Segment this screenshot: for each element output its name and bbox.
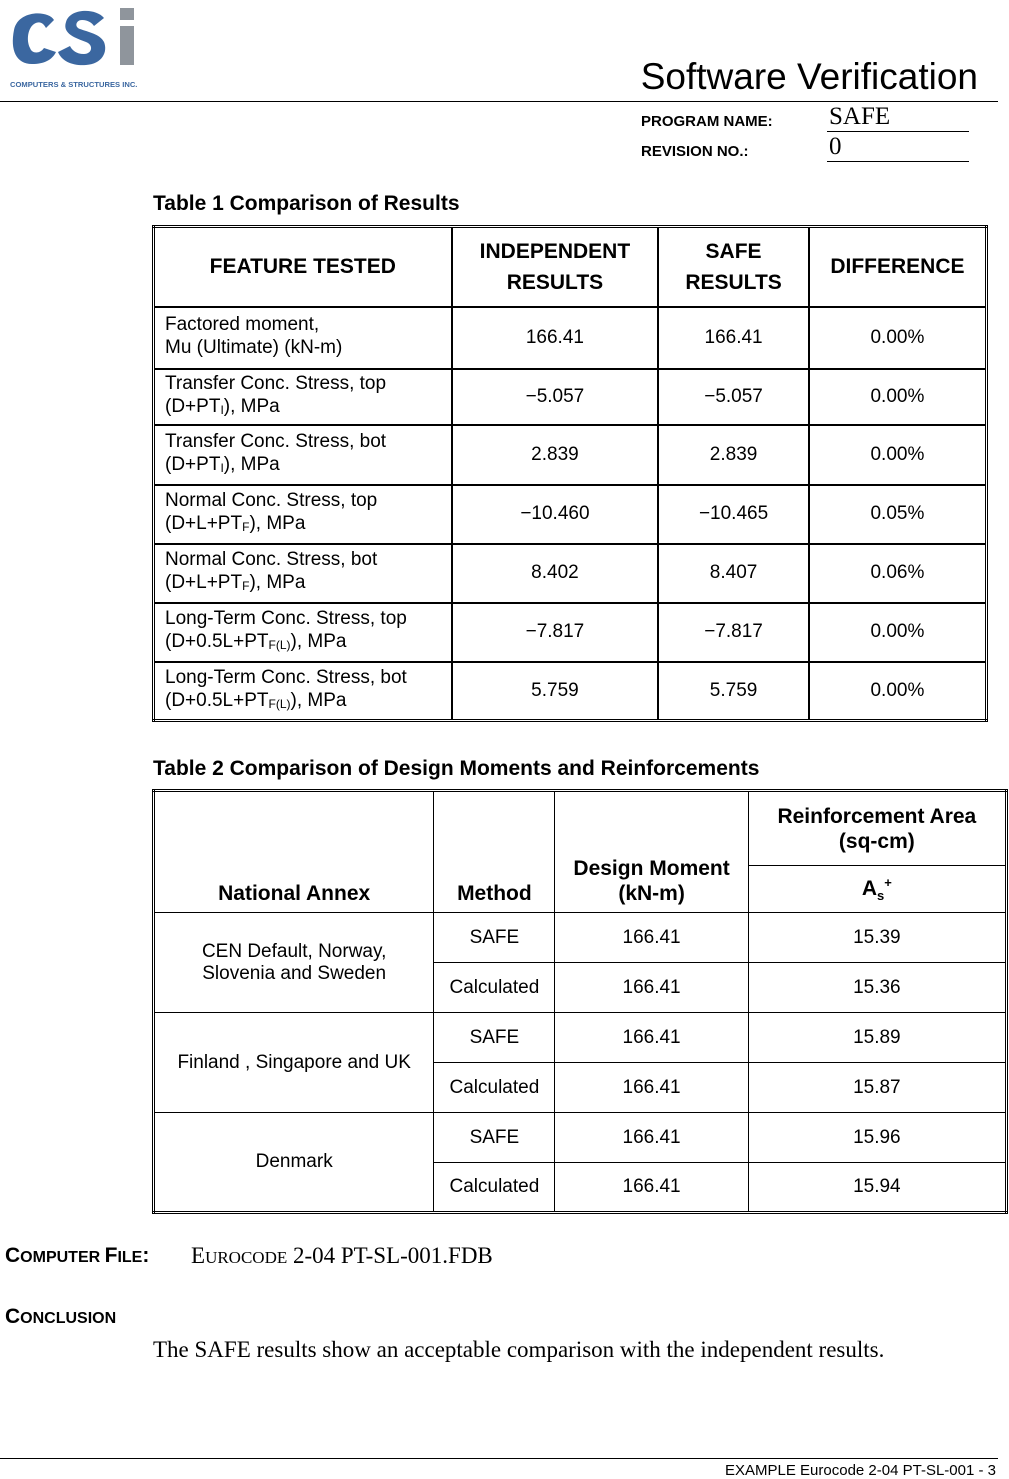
independent-value: −10.460 — [452, 485, 659, 544]
revision-value: 0 — [827, 133, 969, 162]
safe-value: −7.817 — [658, 603, 809, 662]
revision-label: REVISION NO.: — [641, 143, 749, 160]
safe-value: 166.41 — [658, 307, 809, 369]
computer-file-label: COMPUTER FILE: — [5, 1244, 150, 1267]
footer-divider — [0, 1458, 998, 1459]
national-annex-cell: Denmark — [154, 1113, 434, 1213]
method-cell: Calculated — [434, 1163, 555, 1213]
safe-value: −5.057 — [658, 369, 809, 425]
method-cell: SAFE — [434, 1113, 555, 1163]
table-row — [154, 369, 987, 425]
feature-cell: Normal Conc. Stress, bot $(D+L+PT_F)$, MPa — [154, 544, 452, 603]
computer-file-value: EUROCODE 2-04 PT-SL-001.FDB — [191, 1243, 493, 1268]
page-title: Software Verification — [640, 56, 978, 97]
header-safe-results: SAFE RESULTS — [658, 227, 809, 307]
header-difference: DIFFERENCE — [809, 227, 987, 307]
design-moment-cell: 166.41 — [555, 1163, 748, 1213]
table-row — [154, 913, 1007, 963]
header-reinforcement-area: Reinforcement Area (sq-cm) — [748, 791, 1006, 866]
table-row — [154, 662, 987, 721]
difference-value: 0.05% — [809, 485, 987, 544]
header-national-annex: National Annex — [154, 791, 434, 913]
method-cell: SAFE — [434, 1013, 555, 1063]
table-row — [154, 1013, 1007, 1063]
feature-cell: Transfer Conc. Stress, top $(D+PT_I)$, MPa — [154, 369, 452, 425]
table1-caption: Table 1 Comparison of Results — [153, 192, 460, 215]
reinforcement-area-cell: 15.89 — [748, 1013, 1006, 1063]
method-cell: SAFE — [434, 913, 555, 963]
header-feature-tested: FEATURE TESTED — [154, 227, 452, 307]
footer-page-label: EXAMPLE Eurocode 2-04 PT-SL-001 - 3 — [725, 1462, 996, 1479]
national-annex-cell: CEN Default, Norway, Slovenia and Sweden — [154, 913, 434, 1013]
method-cell: Calculated — [434, 963, 555, 1013]
reinforcement-area-cell: 15.96 — [748, 1113, 1006, 1163]
design-moment-cell: 166.41 — [555, 1013, 748, 1063]
table2-caption: Table 2 Comparison of Design Moments and Reinforcements — [153, 757, 760, 780]
reinforcement-area-cell: 15.36 — [748, 963, 1006, 1013]
difference-value: 0.06% — [809, 544, 987, 603]
difference-value: 0.00% — [809, 369, 987, 425]
header-independent-results: INDEPENDENT RESULTS — [452, 227, 659, 307]
design-moment-cell: 166.41 — [555, 1063, 748, 1113]
independent-value: 166.41 — [452, 307, 659, 369]
difference-value: 0.00% — [809, 425, 987, 485]
logo-caption: COMPUTERS & STRUCTURES INC. — [10, 80, 138, 89]
table-row — [154, 425, 987, 485]
feature-cell: Transfer Conc. Stress, bot $(D+PT_I)$, MPa — [154, 425, 452, 485]
header-divider — [0, 101, 998, 102]
header-method: Method — [434, 791, 555, 913]
independent-value: 2.839 — [452, 425, 659, 485]
independent-value: −5.057 — [452, 369, 659, 425]
difference-value: 0.00% — [809, 307, 987, 369]
independent-value: −7.817 — [452, 603, 659, 662]
reinforcement-area-cell: 15.87 — [748, 1063, 1006, 1113]
feature-cell: Factored moment, Mu (Ultimate) (kN-m) — [154, 307, 452, 369]
safe-value: −10.465 — [658, 485, 809, 544]
feature-cell: Long-Term Conc. Stress, bot $(D+0.5L+PT_{F(L)})$, MPa — [154, 662, 452, 721]
header-design-moment: Design Moment (kN-m) — [555, 791, 748, 913]
table-row — [154, 544, 987, 603]
independent-value: 8.402 — [452, 544, 659, 603]
csi-logo — [8, 2, 148, 97]
difference-value: 0.00% — [809, 662, 987, 721]
comparison-results-table — [152, 225, 988, 722]
safe-value: 8.407 — [658, 544, 809, 603]
national-annex-cell: Finland , Singapore and UK — [154, 1013, 434, 1113]
safe-value: 5.759 — [658, 662, 809, 721]
design-moment-cell: 166.41 — [555, 1113, 748, 1163]
table-row — [154, 603, 987, 662]
difference-value: 0.00% — [809, 603, 987, 662]
conclusion-text: The SAFE results show an acceptable comparison with the independent results. — [153, 1337, 885, 1362]
design-moments-table — [152, 789, 1008, 1214]
table-row — [154, 1113, 1007, 1163]
header-as-plus: $A_s^+$ — [748, 866, 1006, 913]
method-cell: Calculated — [434, 1063, 555, 1113]
feature-cell: Long-Term Conc. Stress, top $(D+0.5L+PT_{F(L)})$, MPa — [154, 603, 452, 662]
design-moment-cell: 166.41 — [555, 913, 748, 963]
conclusion-label: CONCLUSION — [5, 1305, 117, 1328]
design-moment-cell: 166.41 — [555, 963, 748, 1013]
feature-cell: Normal Conc. Stress, top $(D+L+PT_F)$, MPa — [154, 485, 452, 544]
safe-value: 2.839 — [658, 425, 809, 485]
table-row — [154, 485, 987, 544]
program-name-value: SAFE — [827, 103, 969, 132]
reinforcement-area-cell: 15.94 — [748, 1163, 1006, 1213]
program-name-label: PROGRAM NAME: — [641, 113, 773, 130]
reinforcement-area-cell: 15.39 — [748, 913, 1006, 963]
table-row — [154, 307, 987, 369]
independent-value: 5.759 — [452, 662, 659, 721]
